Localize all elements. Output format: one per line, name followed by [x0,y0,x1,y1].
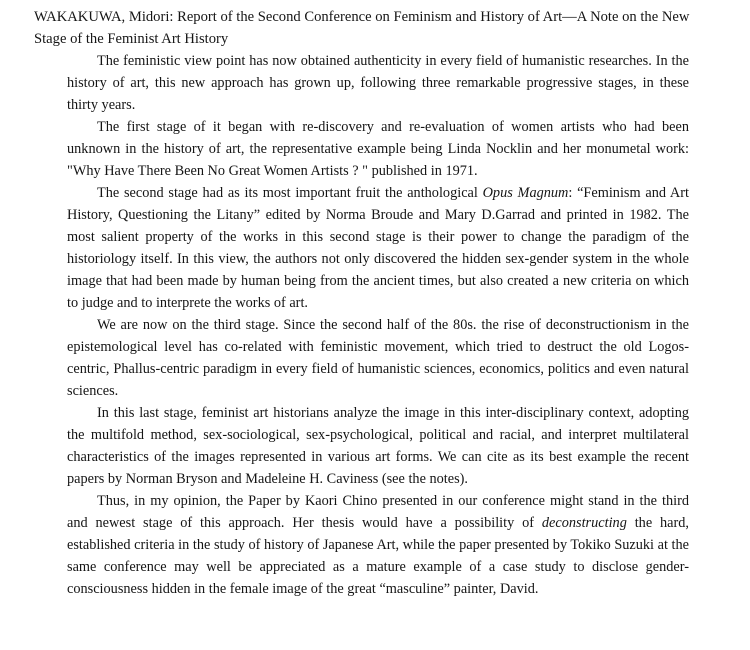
paragraph-text: We are now on the third stage. Since the second half of the 80s. the rise of deconstructionism in the epistemological level has co-related with feministic movement, which tried to destruct the old Logos-centric, Phallus-centric paradigm in every field of humanistic sciences, economics, politics and even natural sciences. [67,317,689,399]
italic-title: Opus Magnum [482,185,569,201]
paragraph-4 [67,314,689,402]
document-body [67,50,689,600]
paragraph-2 [67,116,689,182]
paragraph-text: Thus, in my opinion, the Paper by Kaori Chino presented in our conference might stand in the third and newest stage of this approach. Her thesis would have a possibility of [67,493,689,531]
paragraph-text: The feministic view point has now obtained authenticity in every field of humanistic researches. In the history of art, this new approach has grown up, following three remarkable progressive stages, in these thirty years. [67,53,689,113]
paragraph-text: In this last stage, feminist art historians analyze the image in this inter-disciplinary context, adopting the multifold method, sex-sociological, sex-psychological, political and racial, and interpret multilateral characteristics of the images represented in various art forms. We can cite as its best example the recent papers by Norman Bryson and Madeleine H. Caviness (see the notes). [67,405,689,487]
paragraph-3 [67,182,689,314]
italic-term: deconstructing [541,515,627,531]
paragraph-text: The first stage of it began with re-discovery and re-evaluation of women artists who had been unknown in the history of art, the representative example being Linda Nocklin and her monumetal work: "Why Have There Been No Great Women Artists ? " published in 1971. [67,119,689,179]
paragraph-5 [67,402,689,490]
document-heading: WAKAKUWA, Midori: Report of the Second Conference on Feminism and History of Art—A Note on the New Stage of the Feminist Art History [34,9,690,47]
paragraph-text: the hard, established criteria in the study of history of Japanese Art, while the paper presented by Tokiko Suzuki at the same conference may well be appreciated as a mature example of a case study to disclose gender-consciousness hidden in the female image of the great “masculine” painter, David. [67,515,690,597]
paragraph-1 [67,50,689,116]
paragraph-text: The second stage had as its most important fruit the anthological [97,185,483,201]
paragraph-6 [67,490,689,600]
paragraph-text: : “Feminism and Art History, Questioning the Litany” edited by Norma Broude and Mary D.Garrad and printed in 1982. The most salient property of the works in this second stage is their power to change the paradigm of the historiology itself. In this view, the authors not only discovered the hidden sex-gender system in the whole image that had been made by human being from the ancient times, but also created a new criteria on which to judge and to interprete the works of art. [67,185,689,311]
